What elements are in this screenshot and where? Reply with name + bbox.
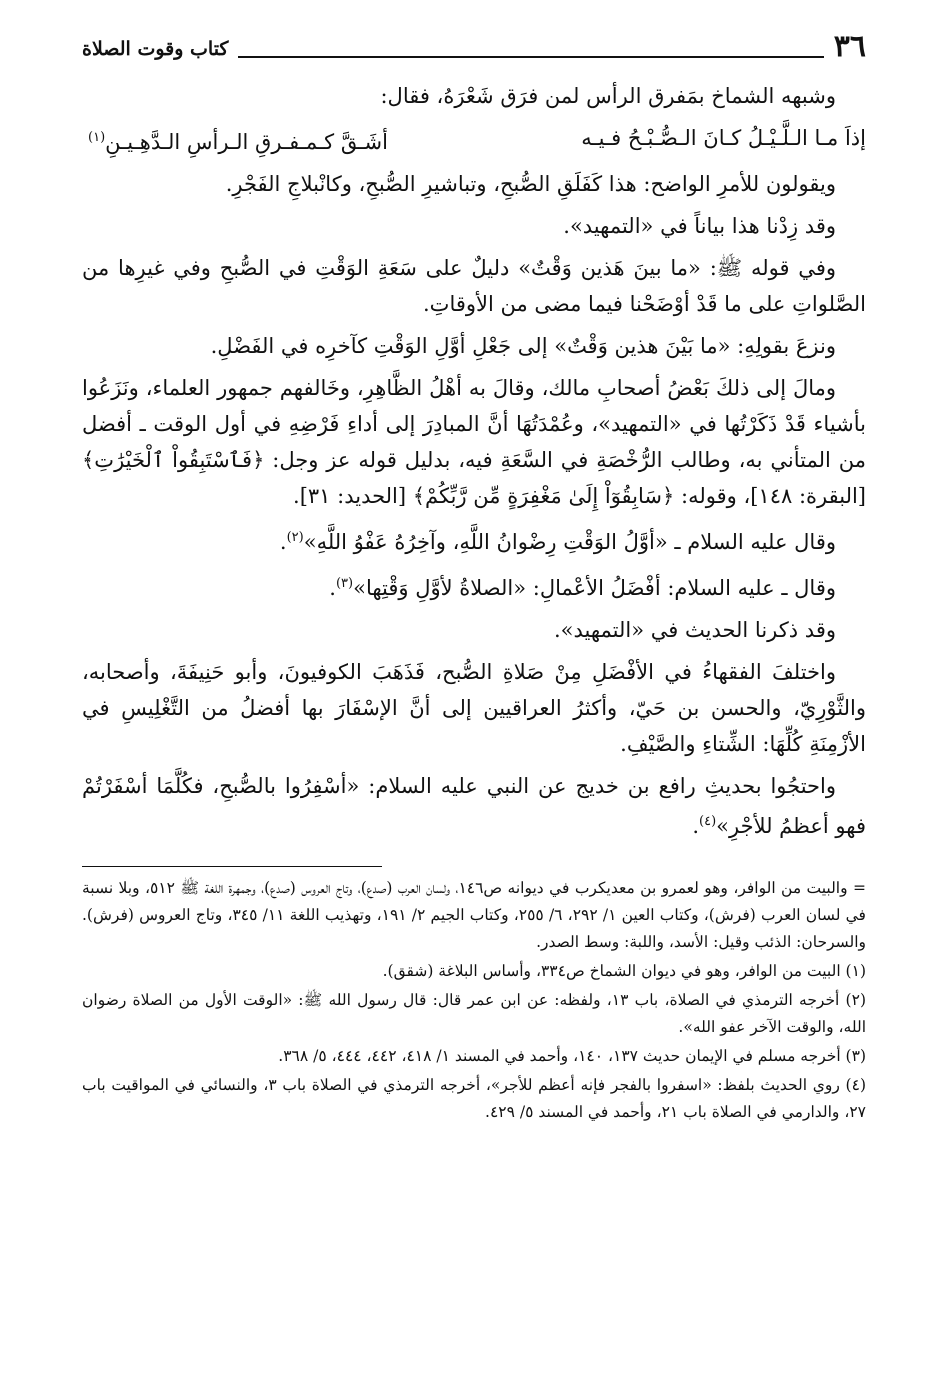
footnote: (١) البيت من الوافر، وهو في ديوان الشماخ ص٣٣٤، وأساس البلاغة (شقق). (382, 962, 866, 980)
footnote: (٢) أخرجه الترمذي في الصلاة، باب ١٣، ولفظه: عن ابن عمر قال: قال رسول الله ﷺ: «الوقت الأول من الصلاة رضوان الله، والوقت الآخر عفو الله». (82, 991, 866, 1036)
paragraph: وقد ذكرنا الحديث في «التمهيد». (553, 618, 836, 642)
paragraph: وفي قوله ﷺ: «ما بينَ هَذين وَقْتٌ» دليلٌ على سَعَةِ الوَقْتِ في الصُّبحِ وفي غيرِها من الصَّلواتِ على ما قَدْ أوْضَحْنا فيما مضى من الأوقاتِ. (82, 256, 866, 316)
page-number: ٣٦ (833, 29, 866, 64)
page-header (82, 28, 866, 64)
footnote-continued: = والبيت من الوافر، وهو لعمرو بن معديكرب في ديوانه ص١٤٦، ولسان العرب (صدع)، وتاج العروس (صدع)، وجمهرة اللغة ﷺ ٥١٢، وبلا نسبة في لسان العرب (فرش)، وكتاب العين ١/ ٢٩٢، ٦/ ٢٥٥، وكتاب الجيم ٢/ ١٩١، وتهذيب اللغة ١١/ ٣٤٥، وتاج العروس (فرش). والسرحان: الذئب وقيل: الأسد، واللبة: وسط الصدر. (82, 879, 866, 951)
paragraph: ويقولون للأمرِ الواضح: هذا كَفَلَقِ الصُّبحِ، وتباشيرِ الصُّبحِ، وكانْبلاجِ الفَجْرِ. (225, 172, 836, 196)
paragraph: واختلفَ الفقهاءُ في الأفْضَلِ مِنْ صَلاةِ الصُّبح، فَذَهَبَ الكوفيونَ، وأبو حَنِيفَةَ، وأصحابه، والثَّوْرِيّ، والحسن بن حَيّ، وأكثرُ العراقيين إلى أنَّ الإسْفَارَ بها أفضلُ من التَّغْلِيسِ في الأزْمِنَةِ كُلِّهَا: الشِّتاءِ والصَّيْفِ. (82, 660, 866, 756)
footnotes (82, 875, 866, 1126)
poetry-verse (82, 120, 866, 160)
footnote-ref: (٢) (286, 530, 304, 545)
main-text (82, 78, 866, 844)
footnote-ref: (١) (88, 130, 106, 145)
paragraph: وقال ـ عليه السلام: أفْضَلُ الأعْمالِ: «الصلاةُ لأوَّلِ وَقْتِها»$^{(٣)}$. (329, 576, 836, 600)
footnote-separator (82, 866, 382, 867)
footnote-ref: (٣) (335, 576, 354, 591)
paragraph: ونزعَ بقولِهِ: «ما بَيْنَ هذين وَقْتٌ» إلى جَعْلِ أوَّلِ الوَقْتِ كآخرِه في الفَضْلِ. (210, 334, 836, 358)
paragraph: وقال عليه السلام ـ «أوَّلُ الوَقْتِ رِضْوانُ اللَّهِ، وآخِرُهُ عَفْوُ اللَّهِ»$^{(٢)}$. (279, 530, 836, 554)
running-title: كتاب وقوت الصلاة (82, 38, 229, 60)
paragraph: ومالَ إلى ذلكَ بَعْضُ أصحابِ مالك، وقالَ به أهْلُ الظَّاهِرِ، وخَالفهم جمهور العلماء، ونَزَعُوا بأشياء قَدْ ذَكَرْتُها في «التمهيد»، وعُمْدَتُهَا أنَّ المبادِرَ إلى أداءِ فَرْضِهِ في أول الوقت ـ أفضل من المتأني به، وطالب الرُّخْصَةِ في السَّعَةِ فيه، بدليل قوله عز وجل: ﴿فَٱسْتَبِقُواْ ٱلْخَيْرَٰتِ﴾ [البقرة: ١٤٨]، وقوله: ﴿سَابِقُوٓاْ إِلَىٰ مَغْفِرَةٍ مِّن رَّبِّكُمْ﴾ [الحديد: ٣١]. (82, 376, 866, 508)
footnote: (٤) روي الحديث بلفظ: «اسفروا بالفجر فإنه أعظم للأجر»، أخرجه الترمذي في الصلاة باب ٣، والنسائي في المواقيت باب ٢٧، والدارمي في الصلاة باب ٢١، وأحمد في المسند ٥/ ٤٢٩. (82, 1076, 866, 1121)
header-rule (238, 56, 823, 58)
footnote: (٣) أخرجه مسلم في الإيمان حديث ١٣٧، ١٤٠، وأحمد في المسند ١/ ٤١٨، ٤٤٢، ٤٤٤، ٥/ ٣٦٨. (278, 1047, 866, 1065)
paragraph: وشبهه الشماخ بمَفرق الرأس لمن فرَق شَعْرَهُ، فقال: (380, 84, 836, 108)
footnote-ref: (٤) (699, 814, 717, 829)
verse-second-hemistich: أشَـقَّ كـمـفـرقِ الـرأسِ الـدَّهِـيـنِ$^{(١)}$ (88, 130, 388, 154)
verse-first-hemistich: إذاَ مـا الـلَّـيْـلُ كـانَ الـصُّـبْـحُ فـيـه (581, 126, 866, 150)
paragraph: واحتجُوا بحديثِ رافع بن خديج عن النبي عليه السلام: «أسْفِرُوا بالصُّبحِ، فكُلَّمَا أسْفَرْتُمْ فهو أعظمُ للأجْرِ»$^{(٤)}$. (82, 774, 866, 838)
paragraph: وقد زِدْنا هذا بياناً في «التمهيد». (563, 214, 836, 238)
